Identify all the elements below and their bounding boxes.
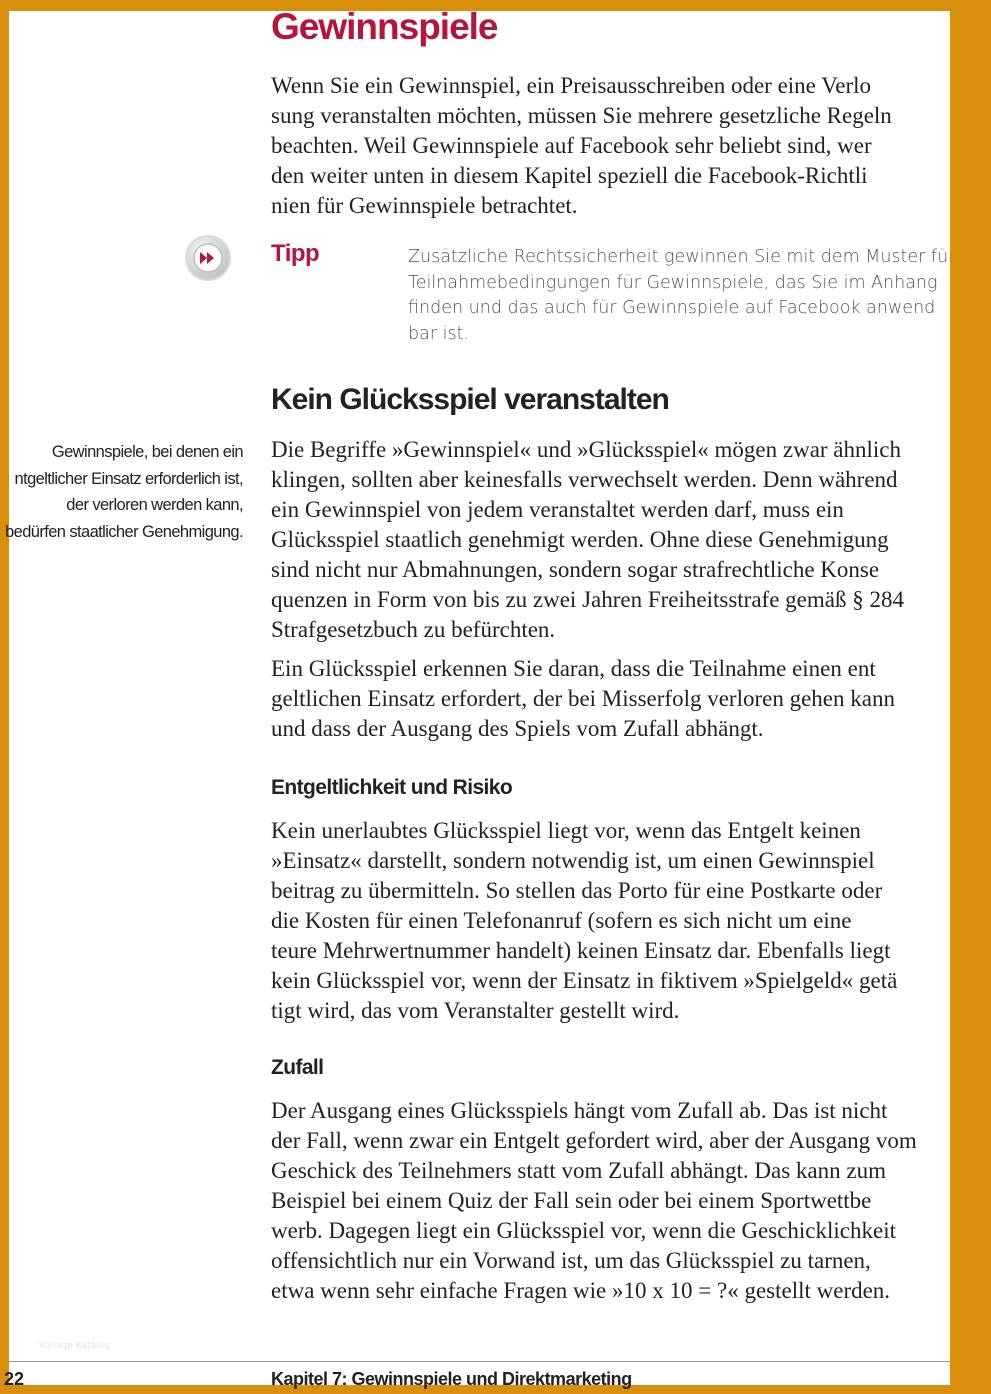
intro-paragraph [271,71,991,221]
page-number: 22 [4,1369,25,1389]
text-line: Beispiel bei einem Quiz der Fall sein oder bei einem Sportwettbe [271,1188,872,1213]
text-line: Strafgesetzbuch zu befürchten. [271,617,556,642]
text-line: ein Gewinnspiel von jedem veranstaltet werden darf, muss ein [271,497,844,522]
margin-note [0,439,243,545]
text-line: beachten. Weil Gewinnspiele auf Facebook sehr beliebt sind, wer [271,133,872,158]
tip-text [408,245,968,347]
section2-paragraph [271,816,991,1026]
tip-line: Teilnahmebedingungen für Gewinnspiele, das Sie im Anhang [408,272,938,293]
tip-line: Zusätzliche Rechtssicherheit gewinnen Sie mit dem Muster fü [408,247,949,267]
text-line: nien für Gewinnspiele betrachtet. [271,193,578,218]
tip-line: bar ist. [408,323,469,344]
running-title: Kapitel 7: Gewinnspiele und Direktmarketing [271,1369,632,1389]
margin-note-line: bedürfen staatlicher Genehmigung. [5,522,243,541]
text-line: den weiter unten in diesem Kapitel speziell die Facebook-Richtli [271,163,868,188]
text-line: Glücksspiel staatlich genehmigt werden. Ohne diese Genehmigung [271,527,889,552]
text-line: klingen, sollten aber keinesfalls verwechselt werden. Denn während [271,467,898,492]
tip-line: finden und das auch für Gewinnspiele auf Facebook anwend [408,298,936,318]
fast-forward-icon [187,237,229,279]
text-line: Die Begriffe »Gewinnspiel« und »Glücksspiel« mögen zwar ähnlich [271,437,902,462]
watermark: Vorlage Katalog [39,1341,110,1351]
text-line: sind nicht nur Abmahnungen, sondern sogar strafrechtliche Konse [271,557,880,582]
text-line: sung veranstalten möchten, müssen Sie mehrere gesetzliche Regeln [271,103,892,128]
margin-note-line: der verloren werden kann, [66,496,243,514]
page-title: Gewinnspiele [271,6,498,47]
text-line: geltlichen Einsatz erfordert, der bei Misserfolg verloren gehen kann [271,686,895,711]
text-line: Wenn Sie ein Gewinnspiel, ein Preisausschreiben oder eine Verlo [271,73,872,98]
text-line: Ein Glücksspiel erkennen Sie daran, dass die Teilnahme einen ent [271,656,876,681]
section-heading-entgeltlichkeit: Entgeltlichkeit und Risiko [271,776,513,799]
footer-divider [9,1361,950,1362]
text-line: beitrag zu übermitteln. So stellen das Porto für eine Postkarte oder [271,878,883,903]
text-line: werb. Dagegen liegt ein Glücksspiel vor, wenn die Geschicklichkeit [271,1218,896,1243]
margin-note-line: Gewinnspiele, bei denen ein [51,443,243,461]
fast-forward-glyph [192,242,224,274]
document-page [4,6,950,1389]
section-heading-kein-gluecksspiel: Kein Glücksspiel veranstalten [271,383,669,416]
tip-label: Tipp [271,240,320,267]
section-heading-zufall: Zufall [271,1056,324,1079]
section1-paragraph-2 [271,654,991,744]
text-line: etwa wenn sehr einfache Fragen wie »10 x 10 = ?« gestellt werden. [271,1278,891,1303]
text-line: die Kosten für einen Telefonanruf (sofern es sich nicht um eine [271,908,852,933]
margin-note-line: ntgeltlicher Einsatz erforderlich ist, [14,469,243,488]
text-line: kein Glücksspiel vor, wenn der Einsatz in fiktivem »Spielgeld« getä [271,968,898,993]
text-line: der Fall, wenn zwar ein Entgelt gefordert wird, aber der Ausgang vom [271,1128,917,1153]
text-line: »Einsatz« darstellt, sondern notwendig ist, um einen Gewinnspiel [271,848,875,873]
text-line: quenzen in Form von bis zu zwei Jahren Freiheitsstrafe gemäß § 284 [271,587,904,612]
text-line: teure Mehrwertnummer handelt) keinen Einsatz dar. Ebenfalls liegt [271,938,891,963]
section3-paragraph [271,1096,991,1306]
text-line: Geschick des Teilnehmers statt vom Zufall abhängt. Das kann zum [271,1158,886,1183]
text-line: tigt wird, das vom Veranstalter gestellt wird. [271,998,680,1023]
text-line: und dass der Ausgang des Spiels vom Zufall abhängt. [271,716,764,741]
section1-paragraph-1 [271,435,991,645]
text-line: Kein unerlaubtes Glücksspiel liegt vor, wenn das Entgelt keinen [271,818,861,843]
text-line: Der Ausgang eines Glücksspiels hängt vom Zufall ab. Das ist nicht [271,1098,888,1123]
text-line: offensichtlich nur ein Vorwand ist, um das Glücksspiel zu tarnen, [271,1248,871,1273]
